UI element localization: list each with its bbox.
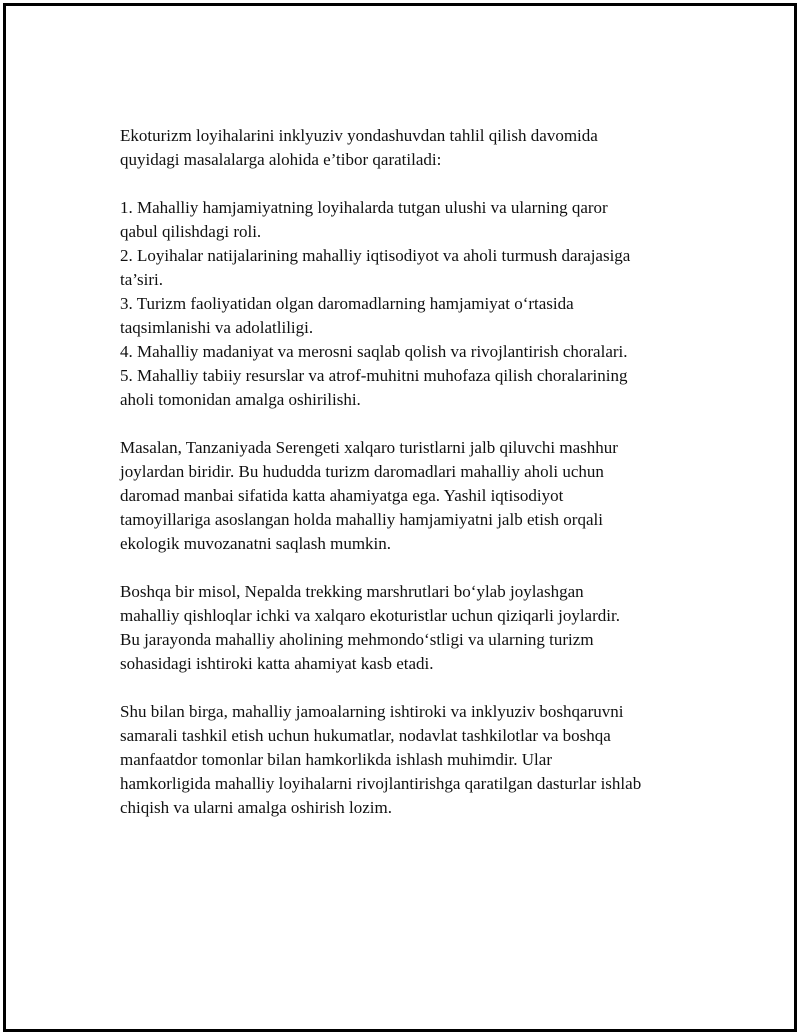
intro-paragraph: Ekoturizm loyihalarini inklyuziv yondashuvdan tahlil qilish davomida quyidagi masalalarga alohida e’tibor qaratiladi: (120, 126, 598, 169)
paragraph-gap (120, 172, 700, 196)
numbered-list: 1. Mahalliy hamjamiyatning loyihalarda tutgan ulushi va ularning qaror qabul qilishdagi roli. 2. Loyihalar natijalarining mahalliy iqtisodiyot va aholi turmush darajasiga ta’siri. 3. Turizm faoliyatidan olgan daromadlarning hamjamiyat o‘rtasida taqsimlanishi va adolatliligi. 4. Mahalliy madaniyat va merosni saqlab qolish va rivojlantirish choralari. 5. Mahalliy tabiiy resurslar va atrof-muhitni muhofaza qilish choralarining aholi tomonidan amalga oshirilishi. (120, 198, 631, 409)
page-content (120, 124, 700, 820)
conclusion-paragraph: Shu bilan birga, mahalliy jamoalarning ishtiroki va inklyuziv boshqaruvni samarali tashkil etish uchun hukumatlar, nodavlat tashkilotlar va boshqa manfaatdor tomonlar bilan hamkorlikda ishlash muhimdir. Ular hamkorligida mahalliy loyihalarni rivojlantirishga qaratilgan dasturlar ishlab chiqish va ularni amalga oshirish lozim. (120, 702, 642, 817)
nepal-example-paragraph: Boshqa bir misol, Nepalda trekking marshrutlari bo‘ylab joylashgan mahalliy qishloqlar ichki va xalqaro ekoturistlar uchun qiziqarli joylardir. Bu jarayonda mahalliy aholining mehmondo‘stligi va ularning turizm sohasidagi ishtiroki katta ahamiyat kasb etadi. (120, 582, 620, 673)
paragraph-gap (120, 556, 700, 580)
paragraph-gap (120, 412, 700, 436)
paragraph-gap (120, 676, 700, 700)
tanzania-example-paragraph: Masalan, Tanzaniyada Serengeti xalqaro turistlarni jalb qiluvchi mashhur joylardan biridir. Bu hududda turizm daromadlari mahalliy aholi uchun daromad manbai sifatida katta ahamiyatga ega. Yashil iqtisodiyot tamoyillariga asoslangan holda mahalliy hamjamiyatni jalb etish orqali ekologik muvozanatni saqlash mumkin. (120, 438, 618, 553)
page-frame (3, 3, 797, 1032)
